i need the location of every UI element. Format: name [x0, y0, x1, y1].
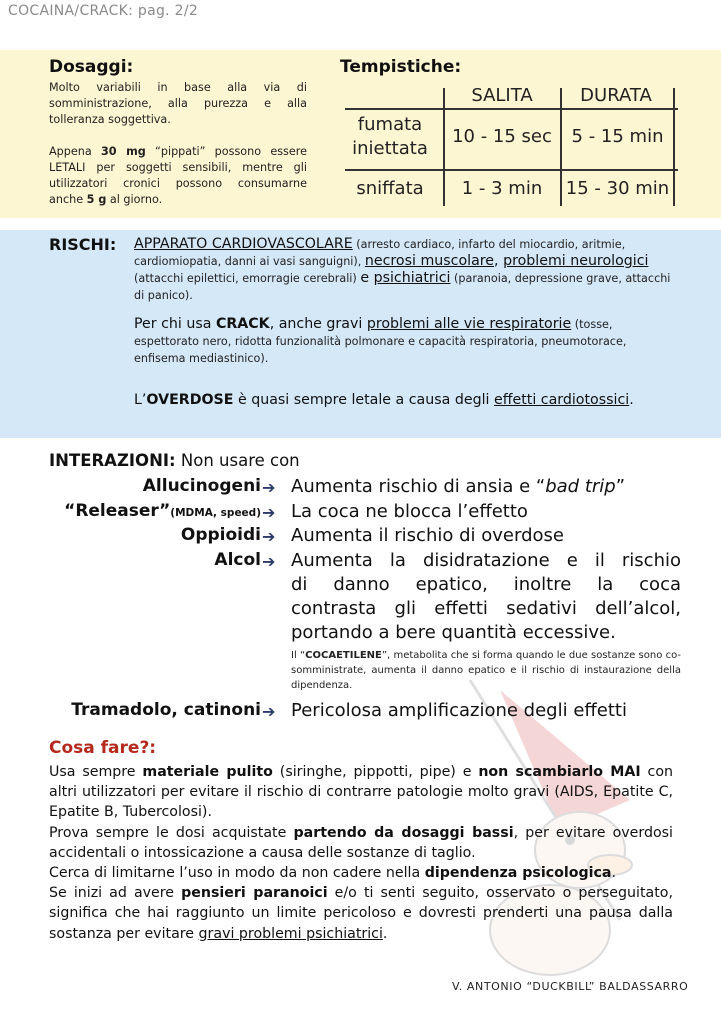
interaction-tramadolo: Tramadolo, catinoni [71, 700, 261, 720]
arrow-icon: ➔ [262, 503, 276, 522]
row-fumata-iniettata-label: fumata iniettata [352, 114, 428, 159]
row-fumata-durata: 5 - 15 min [571, 126, 664, 147]
interazioni-title: INTERAZIONI: Non usare con [49, 451, 300, 470]
header-durata: DURATA [580, 85, 652, 106]
rischi-paragraph-1: APPARATO CARDIOVASCOLARE (arresto cardiaco, infarto del miocardio, aritmie, cardiomiopatia, danni ai vasi sanguigni), necrosi muscolare, problemi neurologici (attacchi epilettici, emorragie cerebrali) e psichiatrici (paranoia, depressione grave, attacchi di panico). [134, 236, 671, 302]
interaction-releaser: “Releaser”(MDMA, speed) [64, 501, 261, 521]
row-sniffata-durata: 15 - 30 min [565, 178, 670, 199]
row-sniffata-salita: 1 - 3 min [461, 178, 543, 199]
arrow-icon: ➔ [262, 702, 276, 721]
advice-clean-material: Usa sempre materiale pulito (siringhe, pippotti, pipe) e non scambiarlo MAI con altri utilizzatori per evitare il rischio di contrarre patologie molto gravi (AIDS, Epatite C, Epatite B, Tubercolosi). [49, 764, 673, 821]
interaction-allucinogeni: Allucinogeni [142, 476, 261, 496]
author-signature: V. ANTONIO “DUCKBILL” BALDASSARRO [452, 980, 689, 993]
interaction-alcol-effect: Aumenta la disidratazione e il rischio di danno epatico, inoltre la coca contrasta gli effetti sedativi dell’alcol, portando a bere quantità eccessive. [291, 550, 681, 643]
interaction-tramadolo-effect: Pericolosa amplificazione degli effetti [291, 700, 627, 721]
rischi-paragraph-crack: Per chi usa CRACK, anche gravi problemi alle vie respiratorie (tosse, espettorato nero, ridotta funzionalità polmonare e capacità respiratoria, pneumotorace, enfisema mediastinico). [134, 316, 627, 365]
interaction-alcol: Alcol [214, 550, 261, 570]
interaction-allucinogeni-effect: Aumenta rischio di ansia e “bad trip” [291, 476, 626, 497]
rischi-title: RISCHI: [49, 235, 117, 254]
tempistiche-title: Tempistiche: [340, 57, 462, 77]
page-header: COCAINA/CRACK: pag. 2/2 [8, 3, 199, 19]
dosaggi-paragraph-2: Appena 30 mg “pippati” possono essere LETALI per soggetti sensibili, mentre gli utilizzatori cronici possono consumarne anche 5 g al giorno. [49, 145, 307, 206]
cosa-fare-title: Cosa fare?: [49, 738, 157, 758]
cocaetilene-note: Il “COCAETILENE”, metabolita che si forma quando le due sostanze sono co-somministrate, aumenta il danno epatico e il rischio di instaurazione della dipendenza. [291, 650, 681, 691]
arrow-icon: ➔ [262, 552, 276, 571]
arrow-icon: ➔ [262, 478, 276, 497]
header-salita: SALITA [471, 85, 533, 106]
row-sniffata-label: sniffata [356, 178, 424, 199]
interaction-oppioidi-effect: Aumenta il rischio di overdose [291, 525, 564, 546]
interaction-releaser-effect: La coca ne blocca l’effetto [291, 501, 528, 522]
row-fumata-salita: 10 - 15 sec [452, 126, 552, 147]
cosa-fare-body [49, 762, 673, 944]
advice-dependence: Cerca di limitarne l’uso in modo da non cadere nella dipendenza psicologica. [49, 865, 616, 882]
rischi-paragraph-overdose: L’OVERDOSE è quasi sempre letale a causa degli effetti cardiotossici. [134, 392, 634, 408]
advice-low-doses: Prova sempre le dosi acquistate partendo da dosaggi bassi, per evitare overdosi accidentali o intossicazione a causa delle sostanze di taglio. [49, 824, 674, 861]
dosaggi-paragraph-1: Molto variabili in base alla via di somministrazione, alla purezza e alla tolleranza soggettiva. [49, 81, 307, 126]
advice-paranoia: Se inizi ad avere pensieri paranoici e/o ti senti seguito, osservato o perseguitato, significa che hai raggiunto un limite pericoloso e dovresti prenderti una pausa dalla sostanza per evitare gravi problemi psichiatrici. [49, 885, 673, 942]
timing-table [340, 80, 680, 208]
interaction-oppioidi: Oppioidi [180, 525, 261, 545]
arrow-icon: ➔ [262, 527, 276, 546]
dosaggi-title: Dosaggi: [49, 57, 134, 77]
